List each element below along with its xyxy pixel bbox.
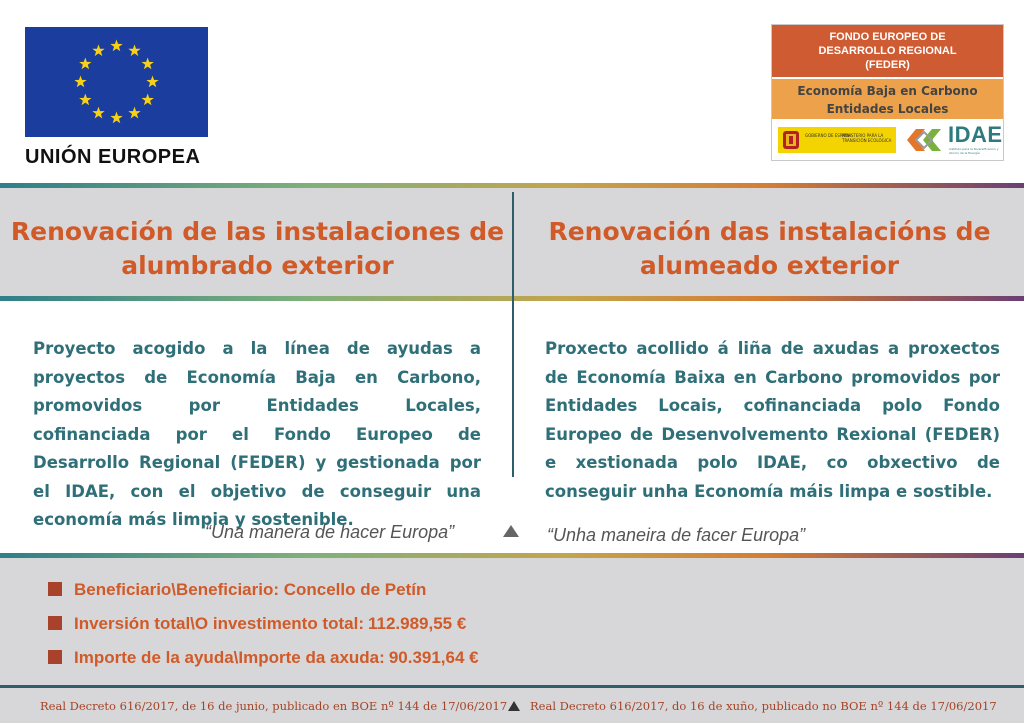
feder-line: DESARROLLO REGIONAL	[818, 45, 957, 57]
eu-star-icon	[128, 44, 140, 56]
eu-label: UNIÓN EUROPEA	[25, 146, 201, 168]
aid-row	[48, 648, 479, 668]
column-divider	[512, 192, 514, 477]
feder-line: (FEDER)	[865, 59, 910, 71]
eu-star-icon	[92, 44, 104, 56]
title-line: Renovación das instalacións de	[548, 217, 991, 246]
eu-star-icon	[79, 58, 91, 70]
coat-of-arms-icon	[780, 129, 802, 151]
idae-logo-text: IDAE	[948, 122, 1003, 147]
gobierno-text: GOBIERNO DE ESPAÑA	[805, 133, 851, 138]
footer-decree-galician: Real Decreto 616/2017, do 16 de xuño, publicado no BOE nº 144 de 17/06/2017	[530, 699, 997, 713]
eu-star-icon	[146, 76, 158, 88]
bullet-square-icon	[48, 650, 62, 664]
title-spanish	[10, 215, 505, 283]
slogan-galician: “Unha maneira de facer Europa”	[547, 525, 806, 545]
description-galician: Proxecto acollido á liña de axudas a proxectos de Economía Baixa en Carbono promovidos por Entidades Locais, cofinanciada polo Fondo Europeo de Desenvolvemento Rexional (FEDER) e xestionada polo IDAE, co obxectivo de conseguir unha Economía máis limpa e sostible.	[545, 339, 1000, 501]
footer-triangle-icon	[508, 701, 520, 711]
program-line: Economía Baja en Carbono	[797, 84, 978, 98]
eu-star-icon	[79, 94, 91, 106]
beneficiary-text: Beneficiario\Beneficiario: Concello de Petín	[74, 580, 427, 599]
title-line: alumbrado exterior	[121, 251, 394, 280]
bullet-square-icon	[48, 582, 62, 596]
ministerio-text: MINISTERIO PARA LA TRANSICIÓN ECOLÓGICA	[842, 133, 892, 143]
aid-value: 90.391,64 €	[388, 648, 479, 667]
top-gradient-line	[0, 183, 1024, 188]
eu-star-icon	[142, 58, 154, 70]
eu-star-icon	[92, 107, 104, 119]
title-line: alumeado exterior	[639, 251, 900, 280]
idae-mark-icon	[903, 125, 945, 155]
idae-subtitle: Instituto para la Diversificación y Ahorro de la Energía	[949, 147, 999, 155]
investment-value: 112.989,55 €	[367, 614, 467, 633]
program-label	[772, 79, 1003, 119]
aid-label: Importe de la ayuda\Importe da axuda:	[74, 648, 385, 667]
bullet-square-icon	[48, 616, 62, 630]
eu-star-icon	[142, 94, 154, 106]
gobierno-logo	[778, 127, 896, 153]
investment-label: Inversión total\O investimento total:	[74, 614, 364, 633]
eu-star-icon	[110, 40, 122, 52]
eu-stars-icon	[25, 27, 208, 137]
investment-row	[48, 614, 466, 634]
eu-star-icon	[74, 76, 86, 88]
feder-header	[772, 25, 1003, 77]
feder-logo-box	[771, 24, 1004, 161]
eu-star-icon	[128, 107, 140, 119]
footer-decree-spanish: Real Decreto 616/2017, de 16 de junio, publicado en BOE nº 144 de 17/06/2017	[40, 699, 508, 713]
feder-line: FONDO EUROPEO DE	[829, 31, 946, 43]
eu-star-icon	[110, 112, 122, 124]
eu-flag	[25, 27, 208, 137]
slogan-spanish: “Una manera de hacer Europa”	[205, 522, 455, 542]
title-line: Renovación de las instalaciones de	[10, 217, 505, 246]
title-galician	[522, 215, 1017, 283]
institution-logos	[772, 121, 1003, 160]
program-line: Entidades Locales	[826, 102, 949, 116]
triangle-icon	[503, 525, 519, 537]
beneficiary-row	[48, 580, 426, 600]
description-spanish: Proyecto acogido a la línea de ayudas a proyectos de Economía Baja en Carbono, promovidos por Entidades Locales, cofinanciada por el Fondo Europeo de Desarrollo Regional (FEDER) y gestionada por el IDAE, con el objetivo de conseguir una economía más limpia y sostenible.	[33, 339, 481, 529]
